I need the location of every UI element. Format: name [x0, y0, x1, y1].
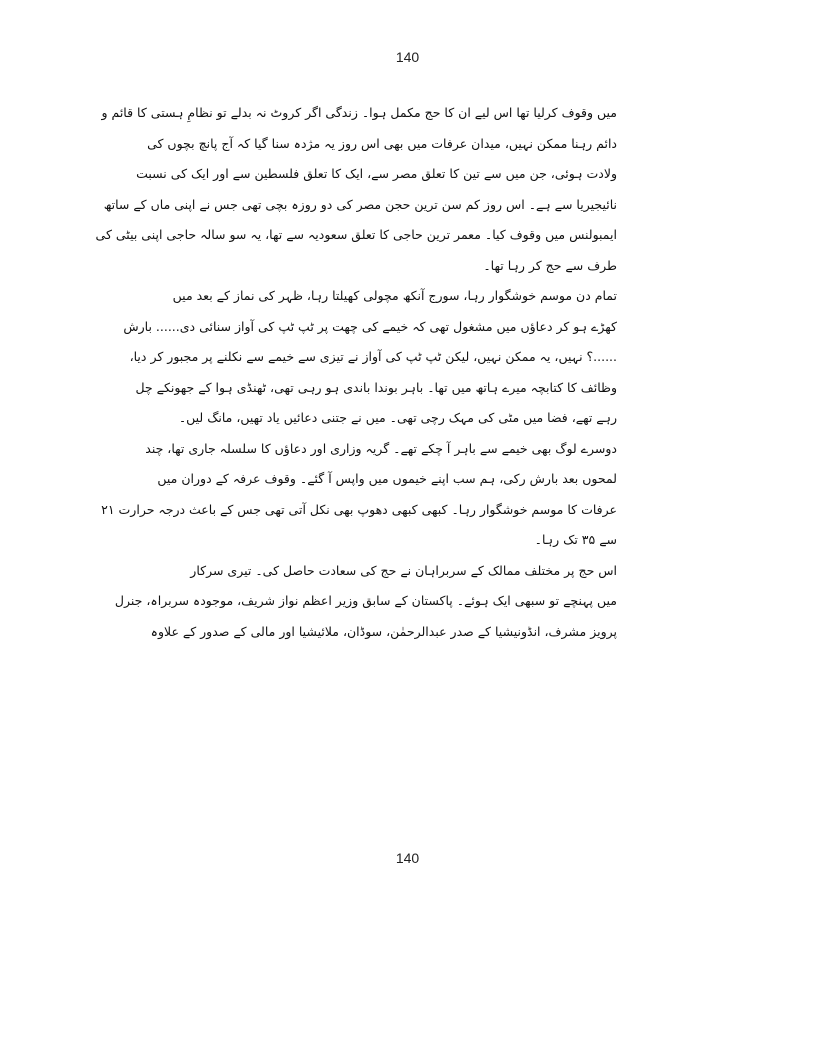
- text-line: کھڑے ہو کر دعاؤں میں مشغول تھی کہ خیمے کی چھت پر ٹپ ٹپ کی آواز سنائی دی...... بارش: [123, 318, 617, 334]
- text-line: میں وقوف کرلیا تھا اس لیے ان کا حج مکمل ہوا۔ زندگی اگر کروٹ نہ بدلے تو نظامِ ہستی کا قائم و: [101, 105, 617, 120]
- text-line: میں پہنچے تو سبھی ایک ہوئے۔ پاکستان کے سابق وزیر اعظم نواز شریف، موجودہ سربراہ، جنرل: [114, 593, 617, 608]
- text-line: لمحوں بعد بارش رکی، ہم سب اپنے خیموں میں واپس آ گئے۔ وقوف عرفہ کے دوران میں: [157, 471, 617, 486]
- text-line: نائیجیریا سے ہے۔ اس روز کم سن ترین حجن مصر کی دو روزہ بچی تھی جس نے اپنی ماں کے ساتھ: [103, 196, 617, 212]
- page-number-top: 140: [395, 49, 420, 65]
- text-line: دوسرے لوگ بھی خیمے سے باہر آ چکے تھے۔ گریہ وزاری اور دعاؤں کا سلسلہ جاری تھا، چند: [145, 440, 617, 456]
- text-line: پرویز مشرف، انڈونیشیا کے صدر عبدالرحمٰن، سوڈان، ملائیشیا اور مالی کے صدور کے علاوہ: [150, 623, 617, 639]
- text-line: رہے تھے، فضا میں مٹی کی مہک رچی تھی۔ میں نے جتنی دعائیں یاد تھیں، مانگ لیں۔: [178, 410, 617, 425]
- text-line: ایمبولنس میں وقوف کیا۔ معمر ترین حاجی کا تعلق سعودیہ سے تھا، یہ سو سالہ حاجی اپنی بیٹی کی: [95, 227, 617, 242]
- text-line: اس حج پر مختلف ممالک کے سربراہان نے حج کی سعادت حاصل کی۔ تیری سرکار: [190, 562, 617, 578]
- text-line: سے ۳۵ تک رہا۔: [534, 532, 617, 547]
- text-line: طرف سے حج کر رہا تھا۔: [483, 257, 617, 273]
- page-number-bottom: 140: [395, 850, 420, 866]
- text-line: دائم رہنا ممکن نہیں، میدان عرفات میں بھی اس روز یہ مژدہ سنا گیا کہ آج پانچ بچوں کی: [147, 135, 617, 151]
- text-line: عرفات کا موسم خوشگوار رہا۔ کبھی کبھی دھوپ بھی نکل آتی تھی جس کے باعث درجہ حرارت ۲۱: [101, 501, 617, 517]
- paragraph-1: [95, 98, 617, 281]
- text-line: ......؟ نہیں، یہ ممکن نہیں، لیکن ٹپ ٹپ کی آواز نے تیزی سے خیمے سے نکلنے پر مجبور کر دیا،: [129, 349, 617, 364]
- text-line: وظائف کا کتابچہ میرے ہاتھ میں تھا۔ باہر بوندا باندی ہو رہی تھی، ٹھنڈی ہوا کے جھونکے چل: [135, 379, 617, 395]
- text-line: تمام دن موسم خوشگوار رہا، سورج آنکھ مچولی کھیلتا رہا، ظہر کی نماز کے بعد میں: [172, 288, 617, 303]
- paragraph-2: [101, 281, 617, 556]
- text-line: ولادت ہوئی، جن میں سے تین کا تعلق مصر سے، ایک کا تعلق فلسطین سے اور ایک کی نسبت: [136, 166, 617, 181]
- paragraph-3: [114, 556, 617, 648]
- body-text: [95, 98, 617, 647]
